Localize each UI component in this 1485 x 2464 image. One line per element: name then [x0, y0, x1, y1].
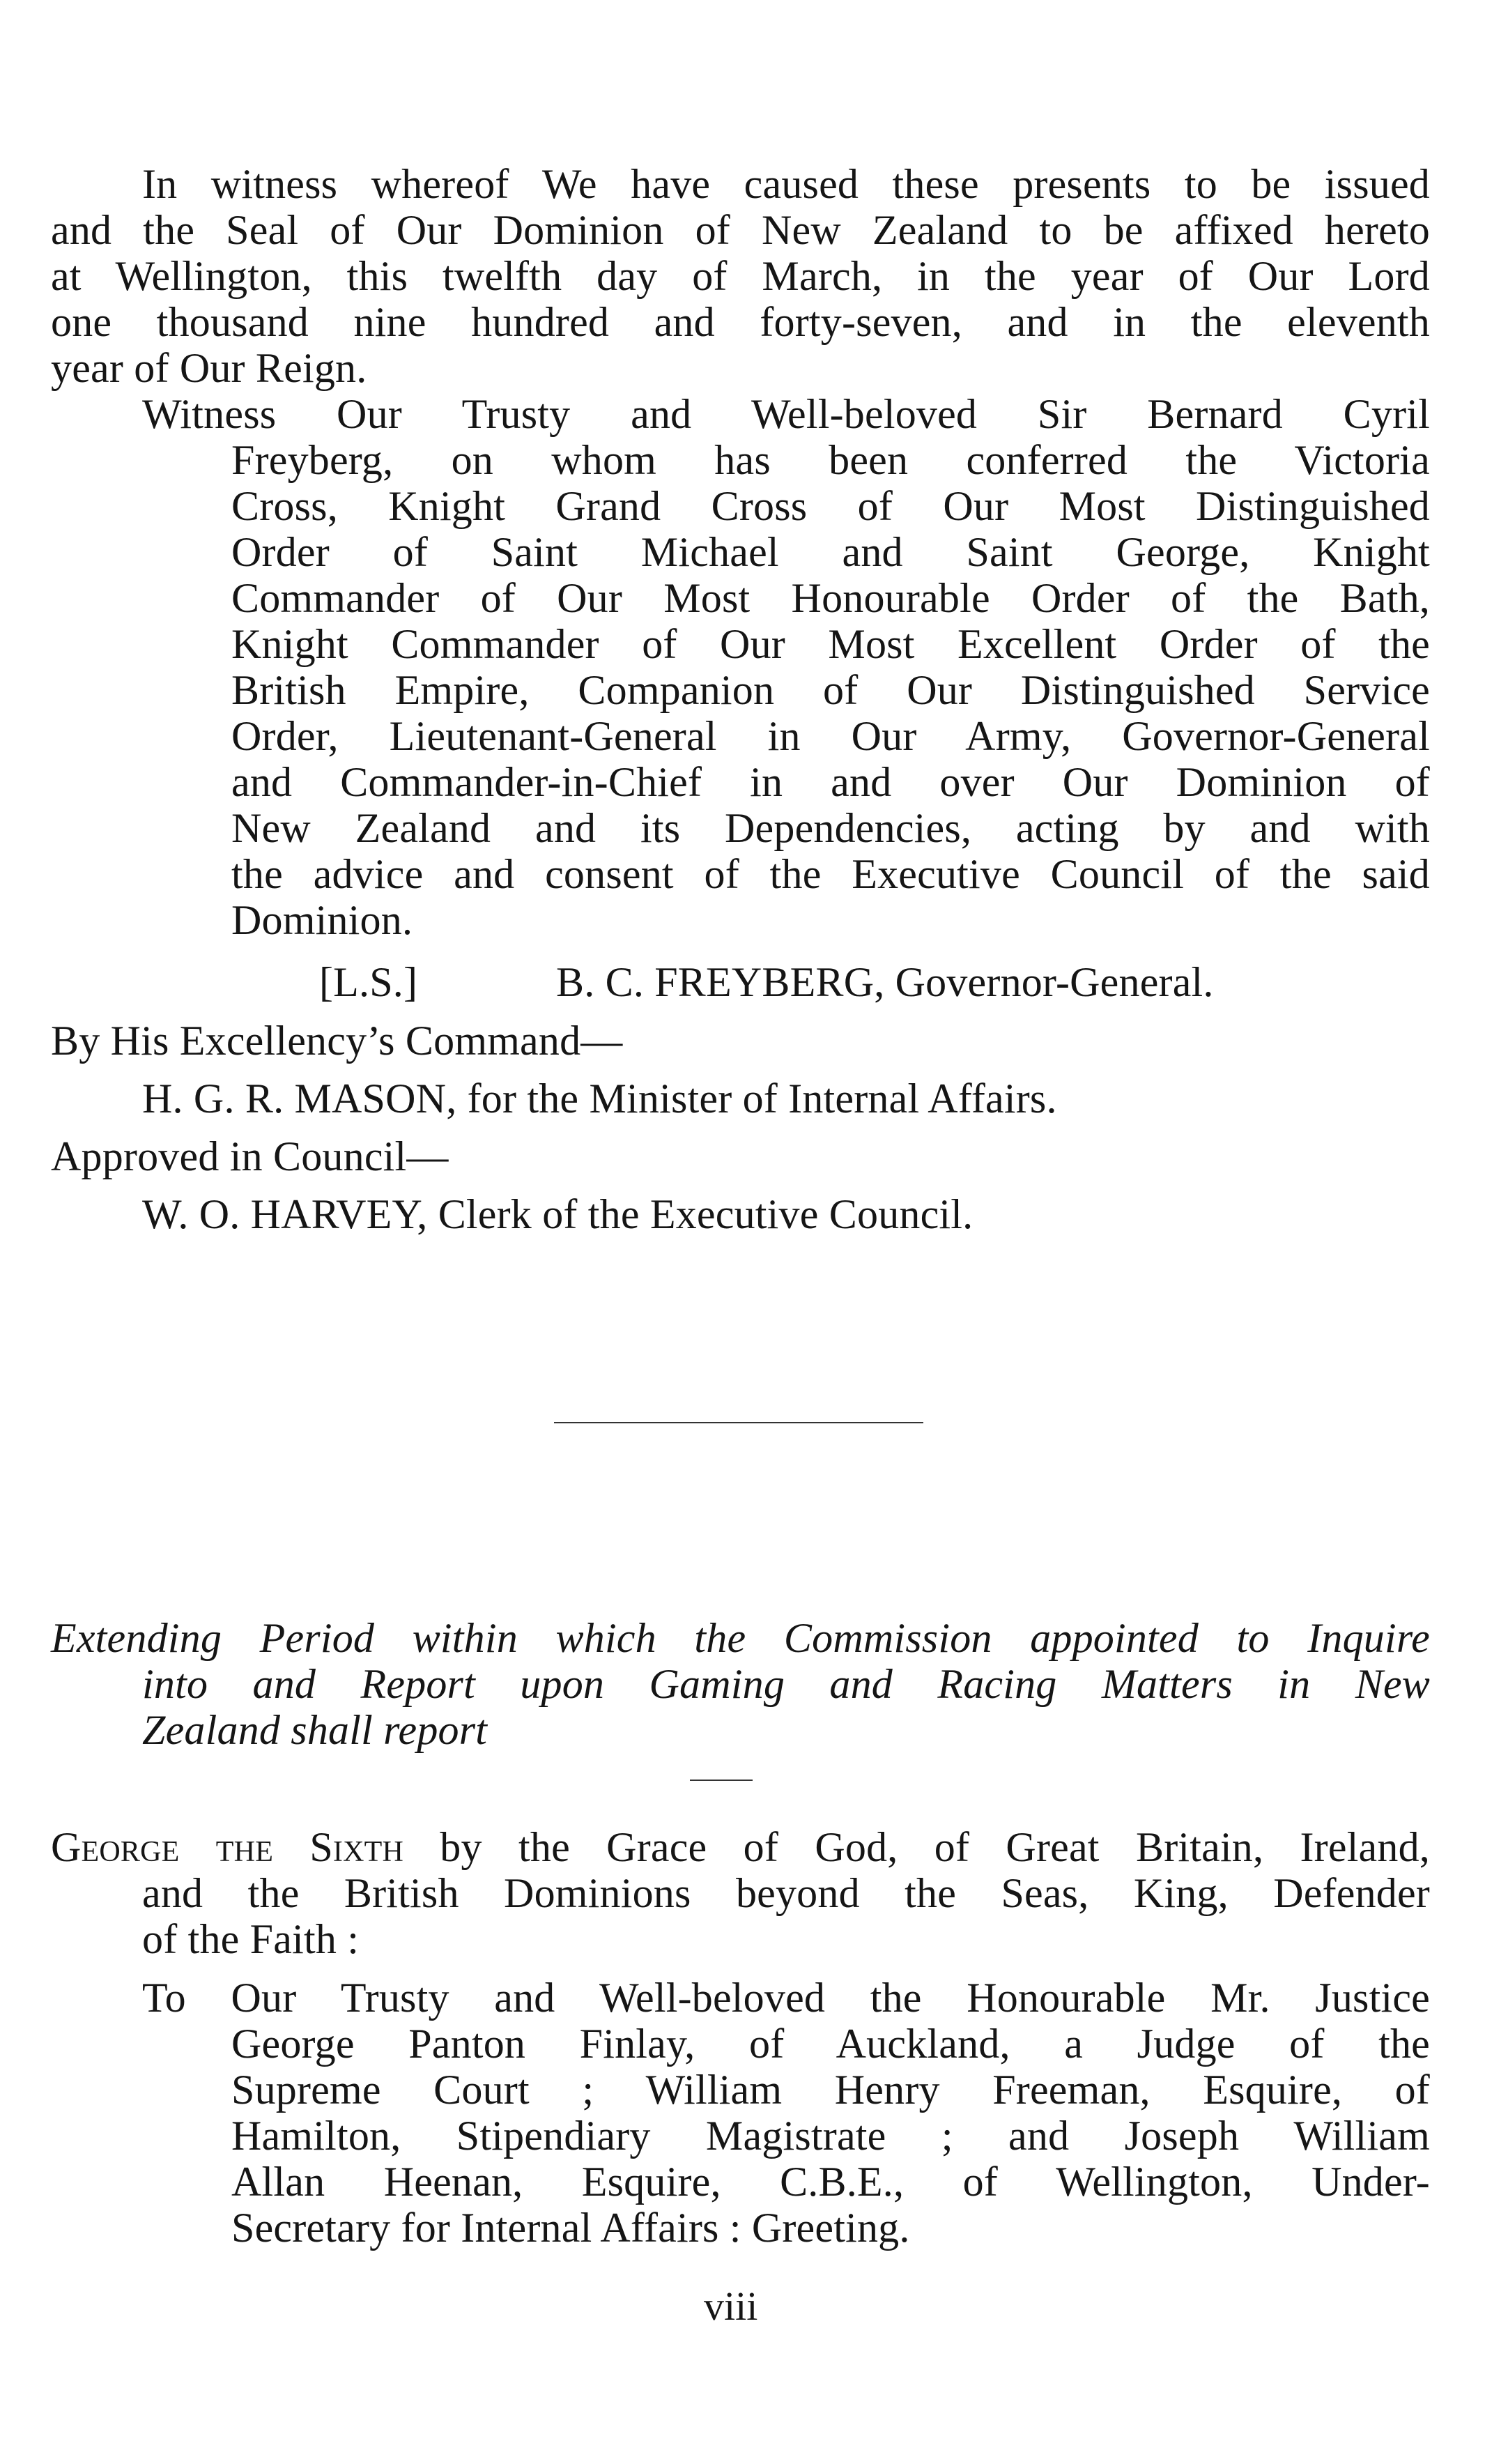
text-line: Hamilton, Stipendiary Magistrate ; and Joseph William — [231, 2113, 1430, 2159]
clerk-signature: W. O. HARVEY, Clerk of the Executive Council. — [142, 1191, 974, 1237]
text-line: one thousand nine hundred and forty-seven, and in the eleventh — [51, 299, 1430, 345]
text-line: New Zealand and its Dependencies, acting by and with — [231, 805, 1430, 851]
text-line: To Our Trusty and Well-beloved the Honourable Mr. Justice — [142, 1975, 1430, 2021]
governor-signature: B. C. FREYBERG, Governor-General. — [556, 959, 1214, 1005]
text-line: Order, Lieutenant-General in Our Army, Governor-General — [231, 713, 1430, 759]
seal-mark: [L.S.] — [319, 959, 418, 1005]
text-line: Witness Our Trusty and Well-beloved Sir Bernard Cyril — [142, 391, 1430, 437]
text-line: Order of Saint Michael and Saint George, Knight — [231, 529, 1430, 575]
text-line: Cross, Knight Grand Cross of Our Most Distinguished — [231, 483, 1430, 529]
text-line: British Empire, Companion of Our Distinguished Service — [231, 667, 1430, 713]
text-line: of the Faith : — [142, 1916, 360, 1962]
minister-signature: H. G. R. MASON, for the Minister of Internal Affairs. — [142, 1076, 1057, 1122]
heading-line: Extending Period within which the Commission appointed to Inquire — [51, 1615, 1430, 1661]
text-span: by the Grace of God, of Great Britain, Ireland, — [403, 1824, 1430, 1870]
text-line: Freyberg, on whom has been conferred the Victoria — [231, 437, 1430, 483]
text-line — [51, 1824, 1430, 1870]
command-heading: By His Excellency’s Command— — [51, 1018, 623, 1064]
text-line: year of Our Reign. — [51, 345, 367, 391]
short-divider — [690, 1780, 753, 1781]
text-line: Supreme Court ; William Henry Freeman, Esquire, of — [231, 2067, 1430, 2113]
text-line: and Commander-in-Chief in and over Our Dominion of — [231, 759, 1430, 805]
section-divider — [554, 1422, 923, 1423]
text-line: Knight Commander of Our Most Excellent Order of the — [231, 621, 1430, 667]
text-line: and the Seal of Our Dominion of New Zealand to be affixed hereto — [51, 207, 1430, 253]
text-line: and the British Dominions beyond the Seas, King, Defender — [142, 1870, 1430, 1916]
council-heading: Approved in Council— — [51, 1133, 449, 1179]
text-line: Secretary for Internal Affairs : Greeting. — [231, 2205, 910, 2251]
text-line: at Wellington, this twelfth day of March, in the year of Our Lord — [51, 253, 1430, 299]
text-line: Allan Heenan, Esquire, C.B.E., of Wellington, Under- — [231, 2159, 1430, 2205]
text-line: In witness whereof We have caused these presents to be issued — [142, 161, 1430, 207]
text-line: Dominion. — [231, 897, 413, 943]
text-line: Commander of Our Most Honourable Order of the Bath, — [231, 575, 1430, 621]
heading-line: Zealand shall report — [142, 1707, 488, 1753]
heading-line: into and Report upon Gaming and Racing Matters in New — [142, 1661, 1430, 1707]
king-style: George the Sixth — [51, 1824, 404, 1870]
page-number: viii — [704, 2283, 758, 2329]
text-line: George Panton Finlay, of Auckland, a Judge of the — [231, 2021, 1430, 2067]
text-line: the advice and consent of the Executive Council of the said — [231, 851, 1430, 897]
